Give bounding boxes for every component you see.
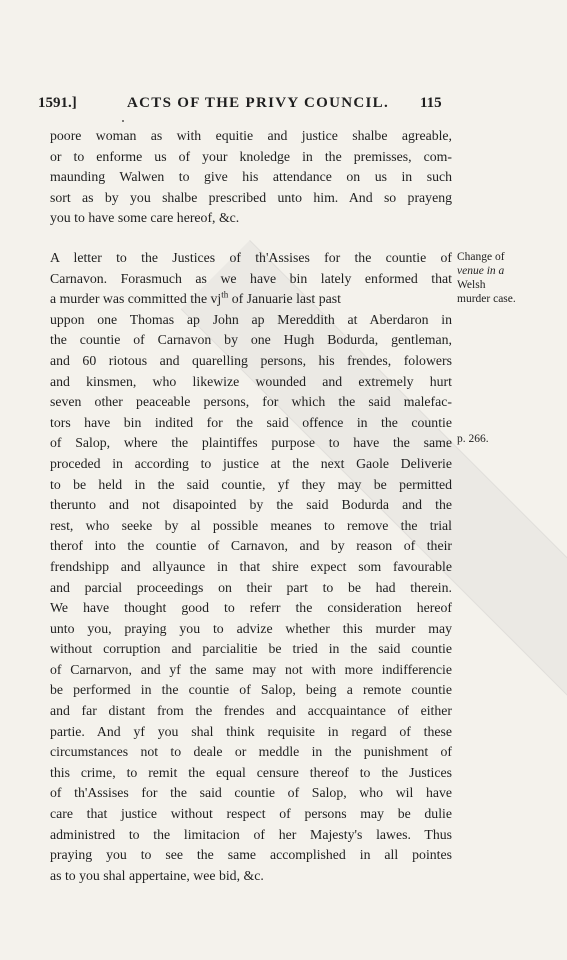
text-line: tors have bin indited for the said offence in the countie: [50, 414, 452, 430]
header-title: ACTS OF THE PRIVY COUNCIL.: [127, 95, 390, 111]
text-line: poore woman as with equitie and justice shalbe agreable,: [50, 128, 452, 143]
text-line: frendshipp and allyaunce in that shire expect som favourable: [50, 558, 452, 574]
text-line: administred to the limitacion of her Majesty's lawes. Thus: [50, 826, 452, 842]
text-line: this crime, to remit the equal censure thereof to the Justices: [50, 764, 452, 780]
text-line: uppon one Thomas ap John ap Mereddith at Aberdaron in: [50, 311, 452, 327]
text-line: to be held in the said countie, yf they may be permitted: [50, 476, 452, 492]
superscript: th: [221, 289, 229, 300]
text-line: proceded in according to justice at the next Gaole Deliverie: [50, 455, 452, 471]
text-fragment: a murder was committed the vj: [50, 291, 222, 307]
running-header: [0, 95, 567, 119]
text-line: care that justice without respect of persons may be dulie: [50, 806, 452, 822]
text-line: We have thought good to referr the consideration hereof: [50, 600, 452, 616]
text-line: therof into the countie of Carnavon, and by reason of their: [50, 538, 452, 554]
text-line: as to you shal appertaine, wee bid, &c.: [50, 867, 264, 883]
margin-note-line: venue in a: [457, 265, 505, 277]
paragraph-lines: [50, 310, 452, 887]
text-line: praying you to see the same accomplished in all pointes: [50, 847, 452, 863]
text-line: rest, who seeke by al possible meanes to remove the trial: [50, 517, 452, 533]
text-line: the countie of Carnavon by one Hugh Bodurda, gentleman,: [50, 332, 452, 348]
text-line: circumstances not to deale or meddle in the punishment of: [50, 744, 452, 760]
text-line: you to have some care hereof, &c.: [50, 210, 240, 226]
text-line: be performed in the countie of Salop, being a remote countie: [50, 682, 452, 698]
text-line: maunding Walwen to give his attendance on us in such: [50, 169, 452, 185]
text-line: Carnavon. Forasmuch as we have bin lately enformed that: [50, 270, 452, 286]
text-line: without corruption and parcialitie be tried in the said countie: [50, 641, 452, 657]
text-line: or to enforme us of your knoledge in the premisses, com-: [50, 148, 452, 164]
text-fragment: of Januarie last past: [228, 291, 341, 307]
margin-note-line: Welsh: [457, 279, 486, 291]
ink-dot: [122, 120, 124, 122]
page-number: 115: [420, 95, 442, 111]
margin-note-change-of-venue: [457, 250, 557, 306]
text-line: and kinsmen, who likewize wounded and extremely hurt: [50, 373, 452, 389]
text-line: A letter to the Justices of th'Assises for the countie of: [50, 250, 452, 265]
paragraph-continued: [50, 126, 452, 229]
margin-note-line: Change of: [457, 251, 505, 263]
text-line-superscript: [50, 289, 452, 310]
text-line: of Salop, where the plaintiffes purpose to have the same: [50, 435, 452, 451]
letter-paragraph: [50, 248, 452, 886]
text-line: unto you, praying you to advize whether this murder may: [50, 620, 452, 636]
text-line: of Carnarvon, and yf the same may not with more indifferencie: [50, 661, 452, 677]
text-line: therunto and not disapointed by the said Bodurda and the: [50, 497, 452, 513]
margin-note-line: murder case.: [457, 293, 516, 305]
text-line: and parcial proceedings on their part to be had therein.: [50, 579, 452, 595]
text-line: and 60 riotous and quarelling persons, his frendes, folowers: [50, 352, 452, 368]
text-line: partie. And yf you shal think requisite in regard of these: [50, 723, 452, 739]
text-line: seven other peaceable persons, for which the said malefac-: [50, 394, 452, 410]
text-line: of th'Assises for the said countie of Salop, who wil have: [50, 785, 452, 801]
text-line: sort as by you shalbe prescribed unto him. And so prayeng: [50, 189, 452, 205]
margin-note-page-ref: p. 266.: [457, 433, 489, 445]
text-line: and far distant from the frendes and accquaintance of either: [50, 703, 452, 719]
header-year: 1591.]: [38, 95, 77, 111]
